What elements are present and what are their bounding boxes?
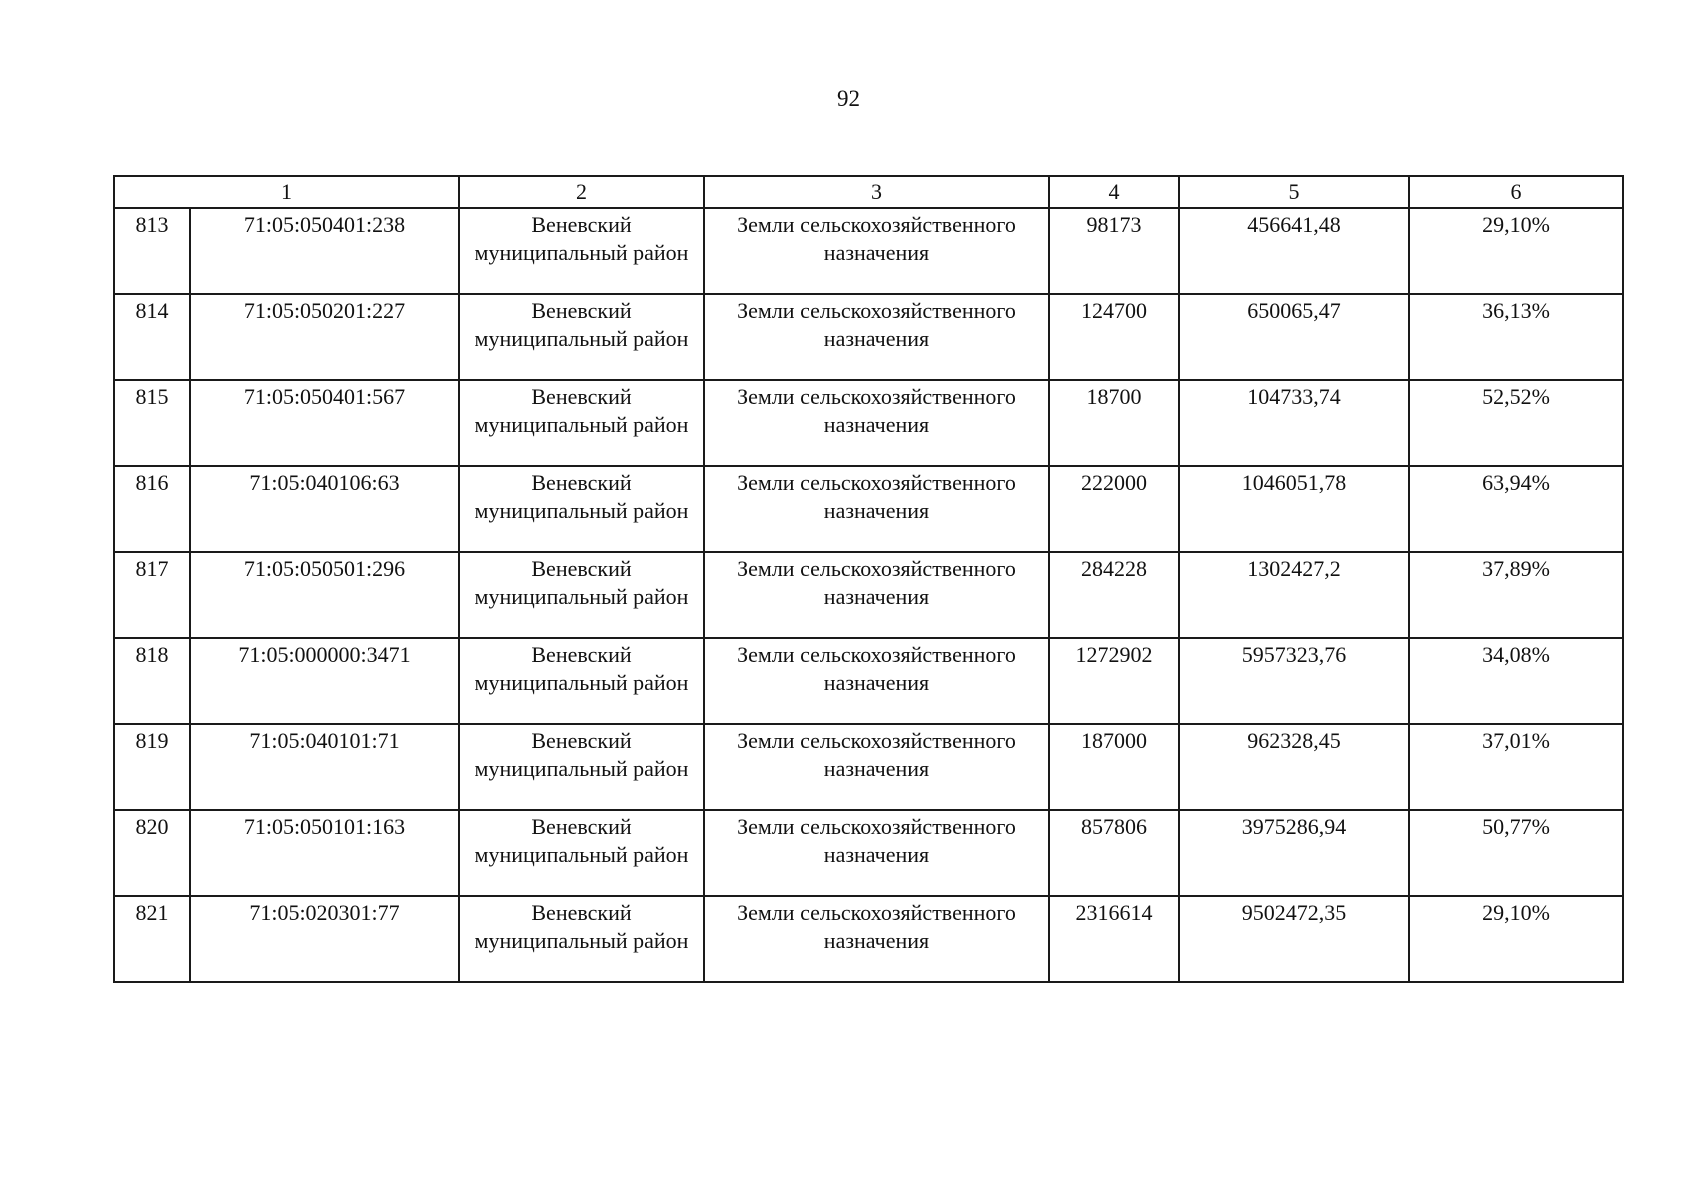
row-number-cell: 817: [114, 552, 190, 638]
percent-cell: 37,01%: [1409, 724, 1623, 810]
percent-cell: 36,13%: [1409, 294, 1623, 380]
district-cell: Веневский муниципальный район: [459, 638, 704, 724]
land-category-cell: Земли сельскохозяйственного назначения: [704, 294, 1049, 380]
row-number-cell: 814: [114, 294, 190, 380]
table-row: [114, 380, 1623, 466]
district-cell: Веневский муниципальный район: [459, 208, 704, 294]
table-header-row: [114, 176, 1623, 208]
table-row: [114, 294, 1623, 380]
land-category-cell: Земли сельскохозяйственного назначения: [704, 208, 1049, 294]
land-category-cell: Земли сельскохозяйственного назначения: [704, 810, 1049, 896]
land-category-cell: Земли сельскохозяйственного назначения: [704, 466, 1049, 552]
land-category-cell: Земли сельскохозяйственного назначения: [704, 380, 1049, 466]
row-number-cell: 821: [114, 896, 190, 982]
cadastral-value-cell: 456641,48: [1179, 208, 1409, 294]
table-row: [114, 896, 1623, 982]
land-category-cell: Земли сельскохозяйственного назначения: [704, 638, 1049, 724]
district-cell: Веневский муниципальный район: [459, 466, 704, 552]
district-cell: Веневский муниципальный район: [459, 380, 704, 466]
table-row: [114, 724, 1623, 810]
cadastral-value-cell: 5957323,76: [1179, 638, 1409, 724]
header-cell-3: 3: [704, 176, 1049, 208]
row-number-cell: 816: [114, 466, 190, 552]
cadastral-number-cell: 71:05:050101:163: [190, 810, 459, 896]
cadastral-number-cell: 71:05:000000:3471: [190, 638, 459, 724]
district-cell: Веневский муниципальный район: [459, 724, 704, 810]
table-row: [114, 466, 1623, 552]
cadastral-value-cell: 3975286,94: [1179, 810, 1409, 896]
area-cell: 2316614: [1049, 896, 1179, 982]
district-cell: Веневский муниципальный район: [459, 294, 704, 380]
area-cell: 284228: [1049, 552, 1179, 638]
cadastral-number-cell: 71:05:050501:296: [190, 552, 459, 638]
header-cell-5: 5: [1179, 176, 1409, 208]
area-cell: 18700: [1049, 380, 1179, 466]
area-cell: 124700: [1049, 294, 1179, 380]
percent-cell: 50,77%: [1409, 810, 1623, 896]
table-row: [114, 552, 1623, 638]
land-category-cell: Земли сельскохозяйственного назначения: [704, 896, 1049, 982]
percent-cell: 52,52%: [1409, 380, 1623, 466]
page-number: 92: [837, 86, 860, 111]
cadastral-value-cell: 9502472,35: [1179, 896, 1409, 982]
table-row: [114, 638, 1623, 724]
area-cell: 98173: [1049, 208, 1179, 294]
percent-cell: 29,10%: [1409, 896, 1623, 982]
row-number-cell: 813: [114, 208, 190, 294]
land-parcels-table: [113, 175, 1624, 983]
area-cell: 187000: [1049, 724, 1179, 810]
header-cell-1: 1: [114, 176, 459, 208]
row-number-cell: 819: [114, 724, 190, 810]
district-cell: Веневский муниципальный район: [459, 552, 704, 638]
header-cell-2: 2: [459, 176, 704, 208]
land-category-cell: Земли сельскохозяйственного назначения: [704, 724, 1049, 810]
percent-cell: 37,89%: [1409, 552, 1623, 638]
cadastral-value-cell: 1302427,2: [1179, 552, 1409, 638]
cadastral-number-cell: 71:05:050201:227: [190, 294, 459, 380]
percent-cell: 29,10%: [1409, 208, 1623, 294]
cadastral-number-cell: 71:05:020301:77: [190, 896, 459, 982]
cadastral-value-cell: 1046051,78: [1179, 466, 1409, 552]
district-cell: Веневский муниципальный район: [459, 896, 704, 982]
cadastral-number-cell: 71:05:050401:238: [190, 208, 459, 294]
cadastral-value-cell: 104733,74: [1179, 380, 1409, 466]
row-number-cell: 815: [114, 380, 190, 466]
header-cell-4: 4: [1049, 176, 1179, 208]
cadastral-number-cell: 71:05:040106:63: [190, 466, 459, 552]
cadastral-number-cell: 71:05:040101:71: [190, 724, 459, 810]
area-cell: 857806: [1049, 810, 1179, 896]
cadastral-value-cell: 962328,45: [1179, 724, 1409, 810]
area-cell: 222000: [1049, 466, 1179, 552]
land-category-cell: Земли сельскохозяйственного назначения: [704, 552, 1049, 638]
district-cell: Веневский муниципальный район: [459, 810, 704, 896]
cadastral-value-cell: 650065,47: [1179, 294, 1409, 380]
table-row: [114, 208, 1623, 294]
header-cell-6: 6: [1409, 176, 1623, 208]
cadastral-number-cell: 71:05:050401:567: [190, 380, 459, 466]
table-row: [114, 810, 1623, 896]
row-number-cell: 818: [114, 638, 190, 724]
row-number-cell: 820: [114, 810, 190, 896]
area-cell: 1272902: [1049, 638, 1179, 724]
percent-cell: 34,08%: [1409, 638, 1623, 724]
percent-cell: 63,94%: [1409, 466, 1623, 552]
